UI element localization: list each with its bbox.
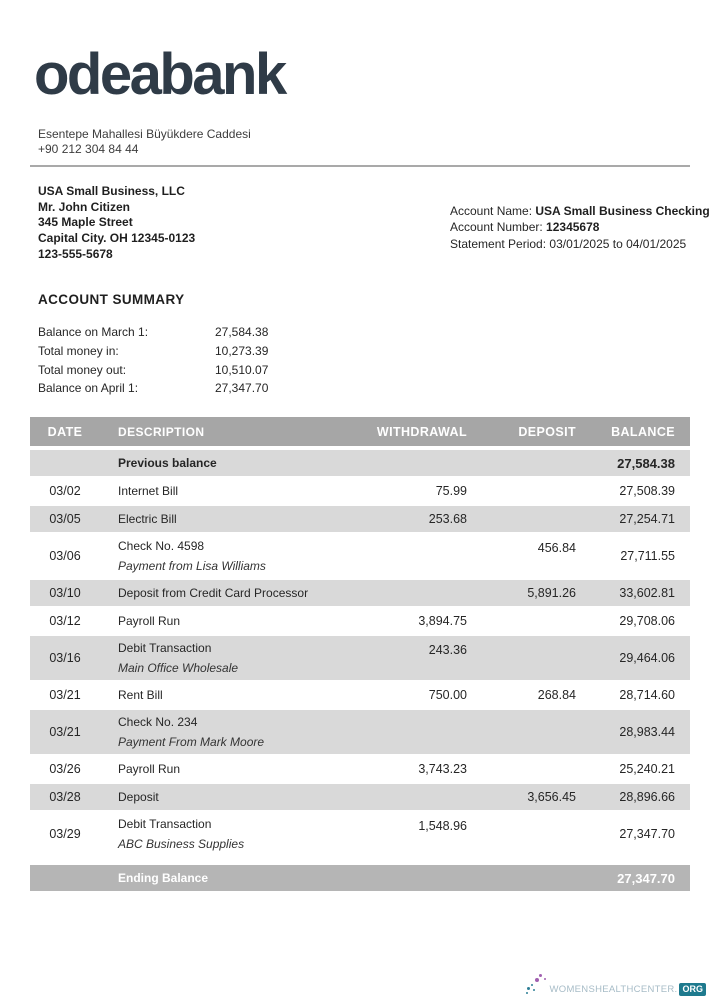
cell-date: 03/02	[49, 484, 81, 498]
table-row	[30, 506, 690, 532]
cell-deposit	[490, 710, 590, 717]
bank-phone: +90 212 304 84 44	[38, 142, 139, 156]
column-header-deposit: DEPOSIT	[518, 424, 576, 439]
statement-period-label: Statement Period:	[450, 236, 550, 251]
cell-withdrawal: 750.00	[428, 688, 467, 702]
cell-description-detail: Main Office Wholesale	[118, 661, 239, 675]
bank-address-block	[38, 127, 251, 157]
cell-description-detail: Payment from Lisa Williams	[118, 559, 266, 573]
account-number-line	[450, 219, 710, 235]
cell-withdrawal	[370, 710, 490, 717]
customer-address-block	[38, 184, 195, 263]
account-summary	[38, 292, 268, 398]
column-header-withdrawal: WITHDRAWAL	[376, 424, 467, 439]
cell-balance: 27,508.39	[619, 484, 675, 498]
ending-balance-label: Ending Balance	[118, 871, 209, 885]
statement-period-value: 03/01/2025 to 04/01/2025	[549, 236, 687, 251]
account-name-label: Account Name:	[450, 204, 536, 218]
ending-balance-row	[30, 865, 690, 891]
customer-name: USA Small Business, LLC	[38, 184, 185, 198]
cell-date: 03/12	[49, 614, 81, 628]
summary-label: Balance on March 1:	[38, 325, 149, 339]
cell-balance: 25,240.21	[619, 762, 675, 776]
table-row	[30, 756, 690, 782]
cell-balance: 33,602.81	[619, 586, 675, 600]
cell-date: 03/21	[49, 725, 81, 739]
summary-value: 27,584.38	[215, 325, 269, 339]
table-row	[30, 534, 690, 578]
cell-date: 03/06	[49, 549, 81, 563]
cell-withdrawal: 1,548.96	[418, 819, 467, 833]
cell-deposit: 3,656.45	[527, 790, 576, 804]
column-header-description: DESCRIPTION	[118, 424, 205, 439]
cell-balance: 27,711.55	[620, 549, 675, 563]
cell-date: 03/05	[49, 512, 81, 526]
watermark	[526, 982, 706, 996]
account-number-label: Account Number:	[450, 220, 547, 235]
cell-balance: 28,714.60	[619, 688, 675, 702]
cell-description: Check No. 4598	[118, 539, 205, 553]
watermark-text: WOMENSHEALTHCENTER	[549, 983, 675, 995]
customer-contact: Mr. John Citizen	[38, 199, 131, 214]
table-row	[30, 682, 690, 708]
cell-description: Check No. 234	[118, 715, 198, 729]
cell-date: 03/21	[49, 688, 81, 702]
summary-value: 10,273.39	[215, 343, 269, 358]
cell-deposit: 5,891.26	[527, 586, 576, 600]
table-row	[30, 784, 690, 810]
cell-balance: 28,896.66	[619, 790, 675, 804]
summary-row	[38, 342, 268, 361]
cell-balance: 27,254.71	[619, 512, 675, 526]
cell-balance: 29,464.06	[619, 651, 675, 665]
summary-value: 27,347.70	[215, 381, 269, 396]
summary-label: Total money in:	[38, 343, 119, 358]
watermark-dots-icon	[526, 974, 548, 996]
summary-label: Balance on April 1:	[38, 381, 139, 396]
cell-withdrawal: 3,894.75	[418, 614, 467, 628]
table-row	[30, 636, 690, 680]
column-header-date: DATE	[47, 424, 83, 439]
cell-description-detail: ABC Business Supplies	[118, 837, 245, 851]
cell-balance: 29,708.06	[619, 614, 675, 628]
cell-description: Rent Bill	[118, 688, 163, 702]
summary-row	[38, 379, 268, 398]
cell-date: 03/28	[49, 790, 81, 804]
cell-withdrawal: 253.68	[428, 512, 467, 526]
cell-balance: 27,347.70	[619, 827, 675, 841]
cell-deposit	[490, 636, 590, 643]
cell-deposit: 268.84	[537, 688, 576, 702]
account-summary-title: ACCOUNT SUMMARY	[38, 292, 185, 307]
customer-street: 345 Maple Street	[38, 215, 133, 230]
account-info-block	[450, 203, 710, 252]
table-header-row	[30, 417, 690, 446]
cell-withdrawal	[370, 534, 490, 541]
table-row	[30, 580, 690, 606]
cell-date: 03/10	[49, 586, 81, 600]
cell-deposit	[490, 812, 590, 819]
bank-logo: odeabank	[34, 42, 285, 107]
ending-balance-value: 27,347.70	[617, 870, 675, 886]
statement-period-line	[450, 236, 710, 252]
table-row	[30, 710, 690, 754]
cell-balance: 28,983.44	[619, 725, 675, 739]
watermark-separator: .	[674, 983, 678, 995]
watermark-org-badge: ORG	[679, 983, 706, 996]
summary-label: Total money out:	[38, 362, 127, 377]
previous-balance-value: 27,584.38	[617, 455, 675, 471]
table-row	[30, 812, 690, 856]
summary-row	[38, 323, 268, 342]
cell-description: Deposit	[118, 790, 159, 804]
previous-balance-label: Previous balance	[118, 456, 217, 470]
table-row	[30, 608, 690, 634]
account-name-value: USA Small Business Checking	[535, 204, 710, 218]
account-name-line	[450, 203, 710, 219]
cell-date: 03/16	[49, 651, 81, 665]
customer-city: Capital City. OH 12345-0123	[38, 231, 196, 246]
cell-description: Internet Bill	[118, 484, 179, 498]
cell-description-detail: Payment From Mark Moore	[118, 735, 265, 749]
summary-value: 10,510.07	[215, 362, 269, 377]
transaction-table	[30, 417, 690, 891]
table-row	[30, 478, 690, 504]
cell-description: Debit Transaction	[118, 641, 212, 655]
cell-description: Electric Bill	[118, 512, 177, 526]
cell-date: 03/26	[49, 762, 81, 776]
header-divider	[30, 165, 690, 167]
cell-withdrawal: 3,743.23	[418, 762, 467, 776]
cell-description: Payroll Run	[118, 614, 181, 628]
cell-description: Deposit from Credit Card Processor	[118, 586, 309, 600]
cell-deposit: 456.84	[537, 541, 576, 555]
bank-address-line: Esentepe Mahallesi Büyükdere Caddesi	[38, 127, 251, 141]
cell-date: 03/29	[49, 827, 81, 841]
cell-description: Debit Transaction	[118, 817, 212, 831]
cell-withdrawal: 243.36	[428, 643, 467, 657]
column-header-balance: BALANCE	[611, 424, 675, 439]
previous-balance-row	[30, 450, 690, 476]
cell-withdrawal: 75.99	[435, 484, 467, 498]
customer-phone: 123-555-5678	[38, 246, 113, 261]
cell-description: Payroll Run	[118, 762, 181, 776]
account-number-value: 12345678	[546, 220, 600, 235]
summary-row	[38, 361, 268, 380]
